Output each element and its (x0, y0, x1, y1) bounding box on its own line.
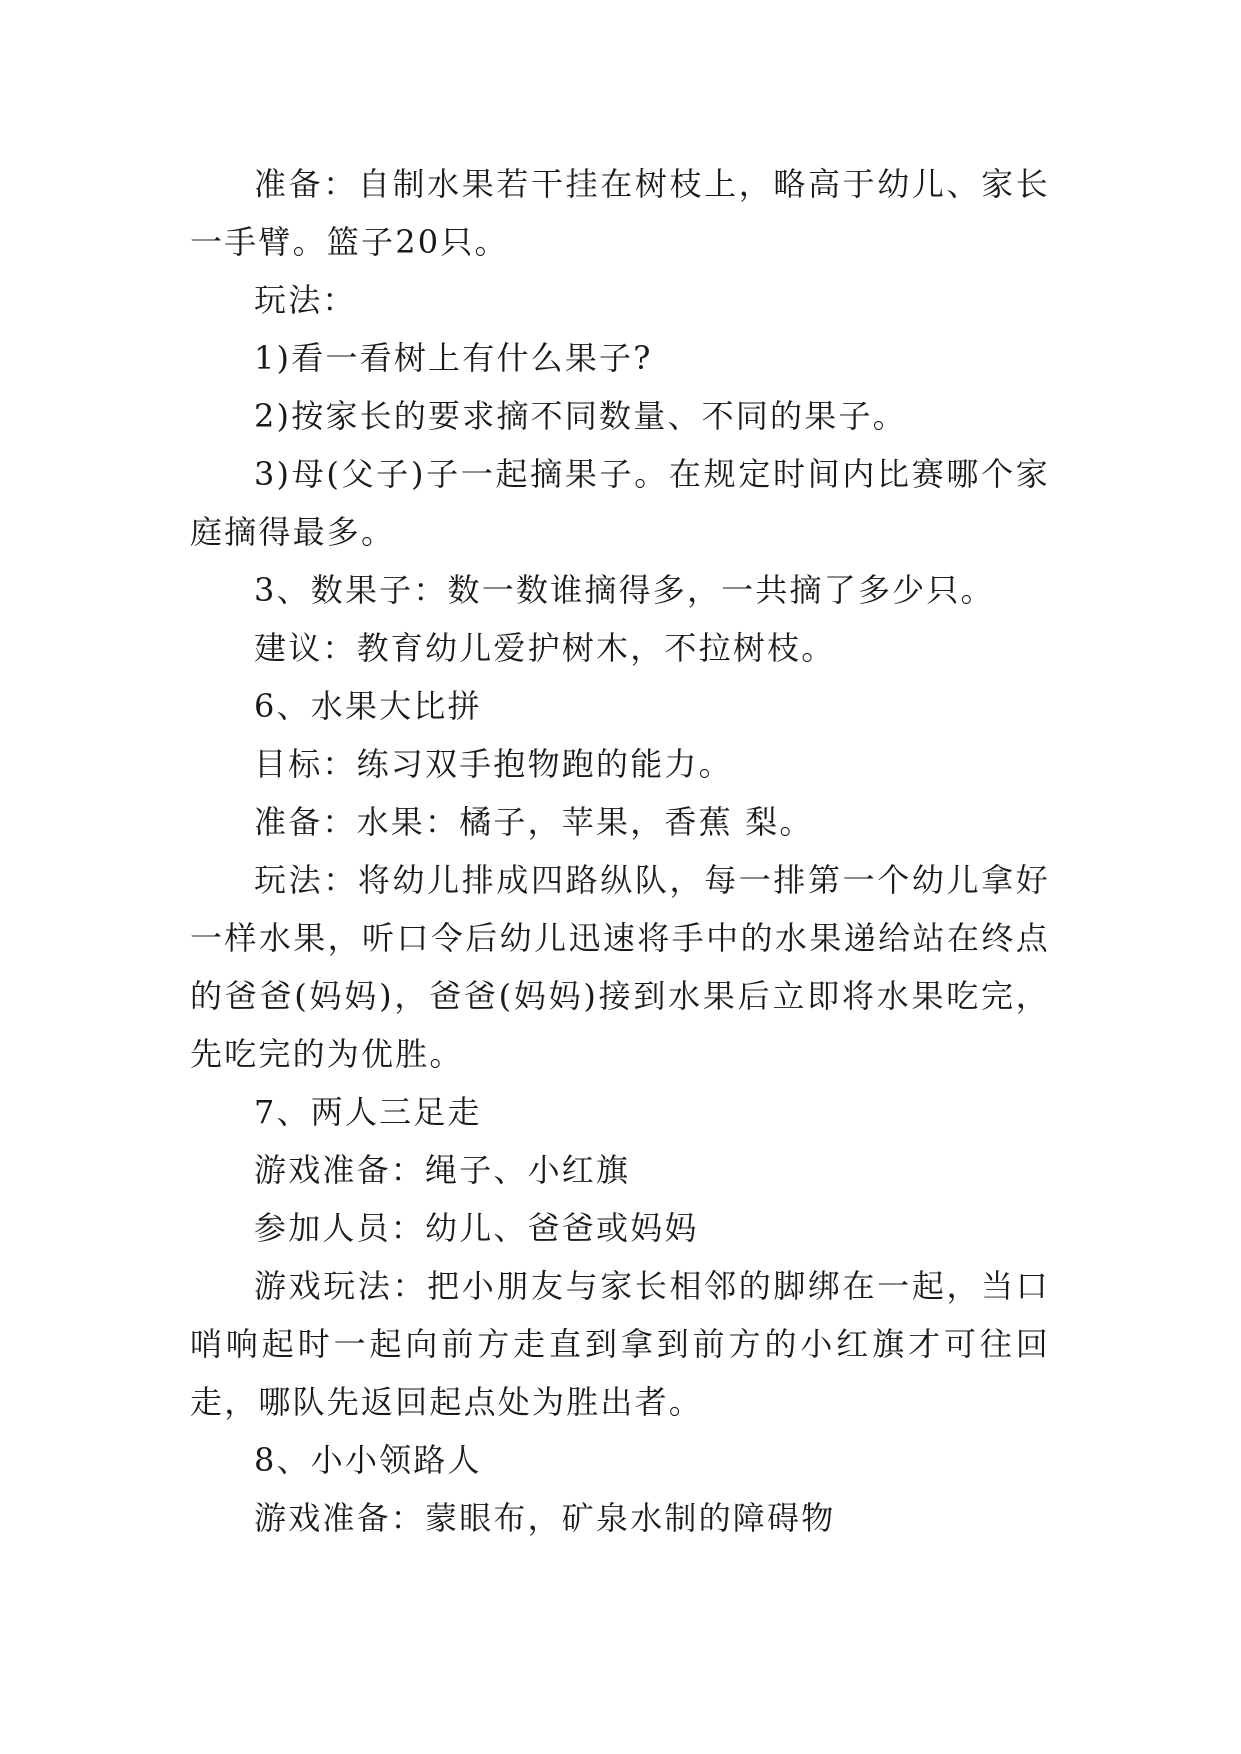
heading-three-legged-walk: 7、两人三足走 (254, 1093, 482, 1131)
paragraph-guide-prep: 游戏准备：蒙眼布，矿泉水制的障碍物 (254, 1499, 836, 1537)
paragraph-prep-fruits-list: 准备：水果：橘子，苹果，香蕉 梨。 (254, 803, 814, 841)
paragraph-step-1: 1)看一看树上有什么果子? (254, 339, 653, 377)
paragraph-game-method: 游戏玩法：把小朋友与家长相邻的脚绑在一起，当口哨响起时一起向前方走直到拿到前方的小红旗才可往回走，哪队先返回起点处为胜出者。 (190, 1267, 1050, 1421)
paragraph-fruit-method: 玩法：将幼儿排成四路纵队，每一排第一个幼儿拿好一样水果，听口令后幼儿迅速将手中的水果递给站在终点的爸爸(妈妈)，爸爸(妈妈)接到水果后立即将水果吃完，先吃完的为优胜。 (190, 861, 1050, 1073)
heading-little-guide: 8、小小领路人 (254, 1441, 482, 1479)
heading-fruit-competition: 6、水果大比拼 (254, 687, 482, 725)
paragraph-game-prep: 游戏准备：绳子、小红旗 (254, 1151, 631, 1189)
paragraph-step-2: 2)按家长的要求摘不同数量、不同的果子。 (254, 397, 907, 435)
paragraph-participants: 参加人员：幼儿、爸爸或妈妈 (254, 1209, 699, 1247)
paragraph-count-fruit: 3、数果子：数一数谁摘得多，一共摘了多少只。 (254, 571, 995, 609)
paragraph-prep-fruit: 准备：自制水果若干挂在树枝上，略高于幼儿、家长一手臂。篮子20只。 (190, 165, 1050, 261)
document-page (190, 155, 1050, 1547)
paragraph-step-3: 3)母(父子)子一起摘果子。在规定时间内比赛哪个家庭摘得最多。 (190, 455, 1050, 551)
paragraph-goal: 目标：练习双手抱物跑的能力。 (254, 745, 733, 783)
paragraph-method-label: 玩法： (254, 281, 357, 319)
paragraph-suggestion: 建议：教育幼儿爱护树木，不拉树枝。 (254, 629, 836, 667)
